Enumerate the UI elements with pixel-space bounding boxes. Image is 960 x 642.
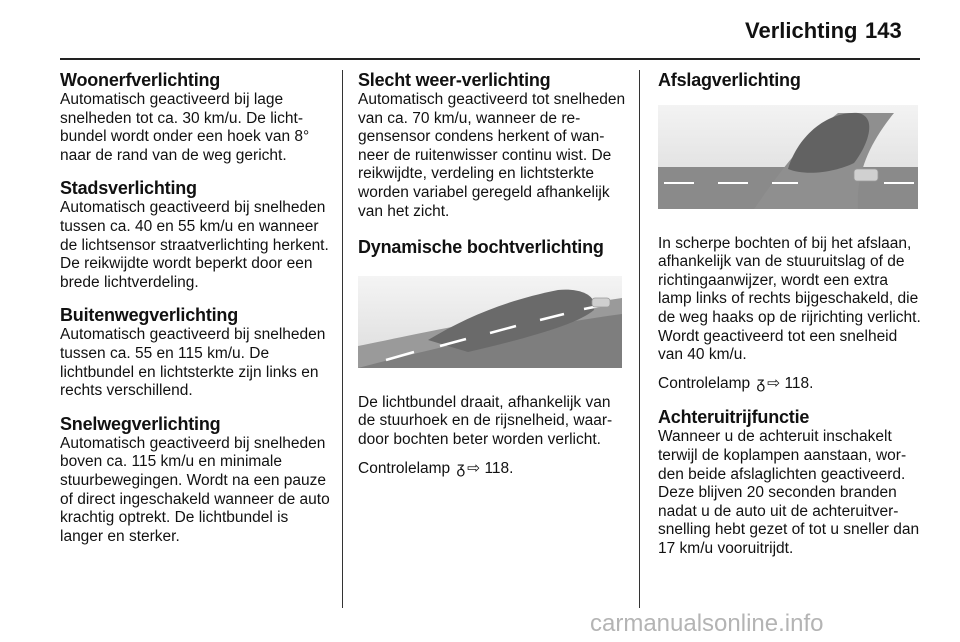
- section-text: Wanneer u de achteruit inschakelt terwijl de koplampen aanstaan, worden beide afslaglichten geactiveerd. Deze blijven 20 seconden branden nadat u de auto uit de achteruitversnelling hebt gezet of tot u sneller dan 17 km/u vooruitrijdt.: [658, 428, 920, 557]
- control-lamp-reference: [358, 460, 626, 479]
- section-buitenweg: [60, 305, 330, 400]
- control-lamp-reference: [658, 375, 922, 394]
- column-middle: [358, 70, 626, 488]
- section-title: Slecht weer-verlichting: [358, 70, 551, 90]
- section-woonerf: [60, 70, 330, 165]
- page-reference-arrow-icon: ⇨: [467, 459, 481, 477]
- control-lamp-label: Controlelamp: [358, 459, 451, 477]
- section-title: Buitenwegverlichting: [60, 305, 239, 326]
- section-text: De lichtbundel draait, afhankelijk van de stuurhoek en de rijsnelheid, waardoor bochten beter worden verlicht.: [358, 393, 613, 448]
- section-title: Woonerfverlichting: [60, 70, 221, 90]
- section-title: Stadsverlichting: [60, 178, 197, 199]
- section-achteruitrij: [658, 407, 922, 558]
- section-title: Dynamische bochtverlichting: [358, 237, 604, 258]
- page-header-title: Verlichting: [745, 18, 858, 43]
- column-right: [658, 70, 922, 572]
- column-divider: [639, 70, 640, 608]
- section-text: In scherpe bochten of bij het afslaan, afhankelijk van de stuuruitslag of de richtingaanwijzer, wordt een extra lamp links of rechts bijgeschakeld, die de weg haaks op de rijrichting verlicht. Wordt geactiveerd tot een snelheid van 40 km/u.: [658, 234, 921, 364]
- control-lamp-label: Controlelamp: [658, 374, 751, 392]
- column-left: [60, 70, 330, 559]
- section-slecht-weer: [358, 70, 626, 221]
- turn-lighting-illustration: [658, 105, 922, 215]
- section-text: Automatisch geactiveerd bij snelheden tussen ca. 40 en 55 km/u en wanneer de lichtsensor straatverlichting herkent. De reikwijdte wordt beperkt door een brede lichtverdeling.: [60, 199, 329, 291]
- section-text: Automatisch geactiveerd bij snelheden boven ca. 115 km/u en minimale stuurbewegingen. Wordt na een pauze of direct ingeschakeld wanneer de auto krachtig optrekt. De lichtbundel is langer en sterker.: [60, 434, 330, 545]
- section-text: Automatisch geactiveerd tot snelheden van ca. 70 km/u, wanneer de regensensor condens herkent of wanneer de ruitenwisser continu wist. De reikwijdte, verdeling en lichtsterkte worden variabel geregeld afhankelijk van het zicht.: [358, 91, 626, 220]
- page-number: 143: [865, 18, 902, 43]
- watermark: carmanualsonline.info: [590, 610, 824, 637]
- column-divider: [342, 70, 343, 608]
- lamp-symbol-icon: ᵹ: [756, 374, 766, 392]
- control-lamp-page: 118.: [484, 459, 514, 477]
- section-title: Achteruitrijfunctie: [658, 407, 810, 428]
- section-snelweg: [60, 414, 330, 547]
- section-text: Automatisch geactiveerd bij snelheden tussen ca. 55 en 115 km/u. De lichtbundel en lichtsterkte zijn links en rechts verschillend.: [60, 326, 326, 400]
- page-reference-arrow-icon: ⇨: [767, 374, 781, 392]
- lamp-symbol-icon: ᵹ: [456, 459, 466, 477]
- section-title: Snelwegverlichting: [60, 413, 221, 434]
- section-text: Automatisch geactiveerd bij lage snelheden tot ca. 30 km/u. De lichtbundel wordt onder een hoek van 8° naar de rand van de weg gericht.: [60, 91, 310, 164]
- curve-lighting-illustration: [358, 276, 626, 374]
- control-lamp-page: 118.: [784, 374, 814, 392]
- header-divider: [60, 58, 920, 60]
- section-title: Afslagverlichting: [658, 70, 801, 90]
- section-dynamische-bocht: [358, 237, 626, 478]
- section-stad: [60, 178, 330, 292]
